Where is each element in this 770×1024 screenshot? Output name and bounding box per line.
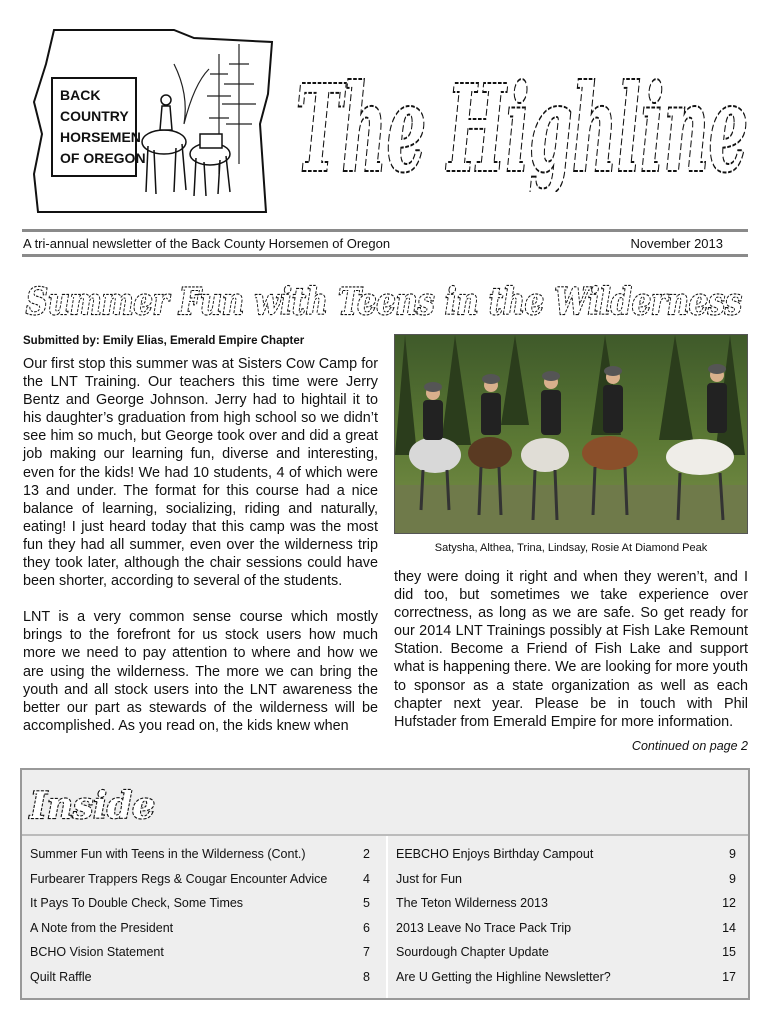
headline-text: Summer Fun with Teens in the Wilderness xyxy=(26,281,742,323)
toc-item-page: 15 xyxy=(722,945,736,959)
photo-caption: Satysha, Althea, Trina, Lindsay, Rosie At Diamond Peak xyxy=(434,542,708,554)
article-paragraph: Our first stop this summer was at Sisters Cow Camp for the LNT Training. Our teachers this time were Jerry Bentz and George Johnson. Jerry had to hightail it to his daughter’s graduation from high school so we didn’t see him so much, but George took over and did a great job making our learning fun, diverse and interesting, even for the kids! We had 10 students, 4 of which were 13 and under. The format for this course had a nice balance of learning, socializing, riding and naturally, eating! I just heard today that this camp was the most fun they had all summer, even over the wilderness trip they took later, although the chair sessions could have been shorter, according to several of the students. xyxy=(23,356,378,590)
toc-item-title: Quilt Raffle xyxy=(30,969,92,984)
toc-item-page: 9 xyxy=(729,871,736,886)
logo-line3: HORSEMEN xyxy=(60,129,141,145)
toc-item-page: 8 xyxy=(363,969,370,984)
toc-divider xyxy=(386,836,388,998)
toc-item-page: 7 xyxy=(363,945,370,959)
masthead xyxy=(292,22,752,192)
issue-date: November 2013 xyxy=(630,236,723,251)
bcho-logo xyxy=(24,24,274,214)
toc-item[interactable] xyxy=(30,867,370,892)
toc-item-title: Are U Getting the Highline Newsletter? xyxy=(396,969,611,984)
newsletter-tagline: A tri-annual newsletter of the Back County Horsemen of Oregon xyxy=(23,236,391,251)
toc-item-title: Just for Fun xyxy=(396,871,462,886)
toc-item[interactable] xyxy=(30,891,370,916)
toc-item-title: It Pays To Double Check, Some Times xyxy=(30,896,244,910)
toc-item[interactable] xyxy=(30,916,370,941)
toc-item-title: BCHO Vision Statement xyxy=(30,945,164,959)
logo-line2: COUNTRY xyxy=(60,108,129,124)
article-byline: Submitted by: Emily Elias, Emerald Empire Chapter xyxy=(23,335,305,347)
toc-item[interactable] xyxy=(30,842,370,867)
toc-item-title: A Note from the President xyxy=(30,920,174,935)
toc-right-column xyxy=(396,842,736,989)
toc-item[interactable] xyxy=(396,842,736,867)
masthead-title: The Highline xyxy=(296,59,748,192)
toc-item-page: 17 xyxy=(722,969,736,984)
toc-item-page: 14 xyxy=(722,920,736,935)
toc-item-title: Summer Fun with Teens in the Wilderness (Cont.) xyxy=(30,847,306,861)
toc-item-page: 5 xyxy=(363,896,370,910)
toc-item[interactable] xyxy=(396,891,736,916)
inside-title: Inside xyxy=(30,785,156,827)
article-paragraph: they were doing it right and when they weren’t, and I did too, but sometimes we take experience over correctness, as long as we are safe. So get ready for our 2014 LNT Trainings possibly at Fish Lake Remount Station. Become a Friend of Fish Lake and support what is happening there. We are looking for more youth to sponsor as a state organization as well as each chapter next year. Please be in touch with Phil Hufstader from Emerald Empire for more information. xyxy=(394,569,748,730)
inside-header xyxy=(22,770,748,836)
toc-item-title: EEBCHO Enjoys Birthday Campout xyxy=(396,847,594,861)
article-column-left xyxy=(23,355,378,735)
toc-item[interactable] xyxy=(396,867,736,892)
toc-item-title: 2013 Leave No Trace Pack Trip xyxy=(396,920,572,935)
toc-item-page: 12 xyxy=(722,896,736,910)
article-paragraph: LNT is a very common sense course which mostly brings to the forefront for us stock users how much more we need to pay attention to where and how we are using the wilderness. The more we can bring the youth and all stock users into the LNT awareness the better our part as stewards of the wilderness will be accomplished. As you read on, the kids knew when xyxy=(23,609,378,734)
toc-item-page: 6 xyxy=(363,920,370,935)
toc-item-page: 2 xyxy=(363,847,370,861)
logo-line1: BACK xyxy=(60,87,101,103)
continued-link[interactable]: Continued on page 2 xyxy=(631,739,748,753)
article-column-right xyxy=(394,568,748,731)
toc-item-page: 4 xyxy=(363,871,370,886)
article-photo xyxy=(394,334,748,534)
header-rule-top xyxy=(22,229,748,232)
toc-item[interactable] xyxy=(30,965,370,990)
toc-item-title: Sourdough Chapter Update xyxy=(396,945,549,959)
toc-item-title: The Teton Wilderness 2013 xyxy=(396,896,548,910)
toc-item-page: 9 xyxy=(729,847,736,861)
toc-item[interactable] xyxy=(396,965,736,990)
toc-item[interactable] xyxy=(30,940,370,965)
toc-item[interactable] xyxy=(396,916,736,941)
toc-item-title: Furbearer Trappers Regs & Cougar Encounter Advice xyxy=(30,871,328,886)
header-rule-bottom xyxy=(22,254,748,257)
toc-left-column xyxy=(30,842,370,989)
toc-item[interactable] xyxy=(396,940,736,965)
article-headline xyxy=(22,272,748,332)
inside-contents-box xyxy=(20,768,750,1000)
logo-line4: OF OREGON xyxy=(60,150,146,166)
